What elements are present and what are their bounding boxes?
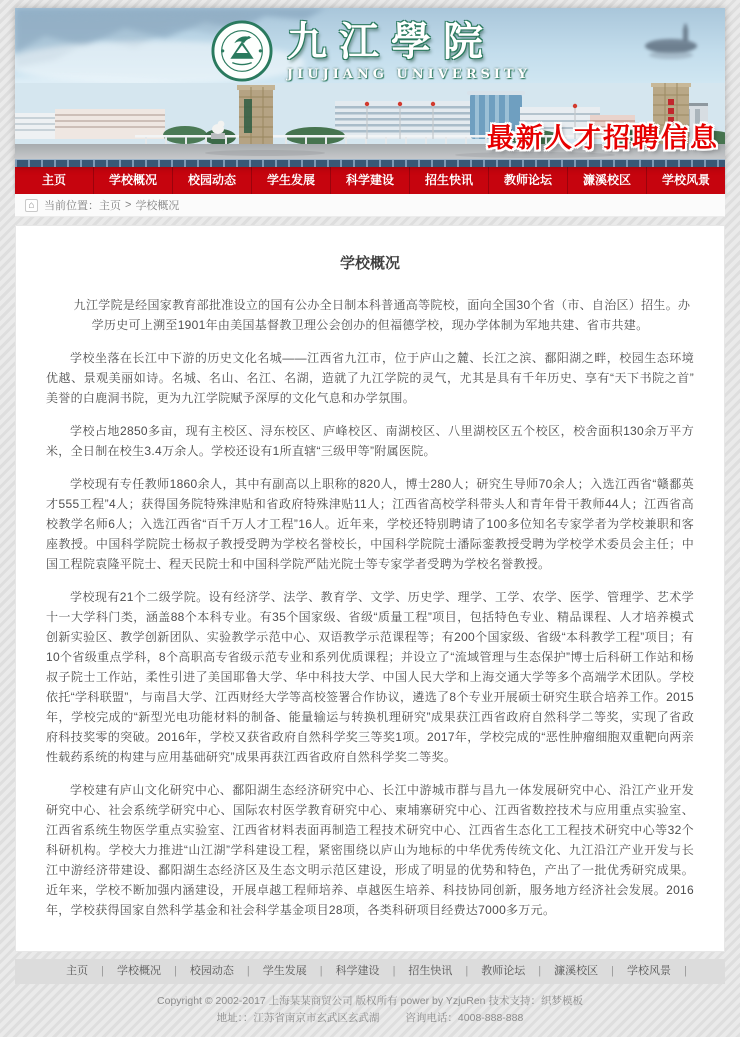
footer-separator: | [173,965,177,977]
breadcrumb-current: 学校概况 [135,200,180,212]
svg-text:●: ● [258,48,263,54]
article-paragraph: 学校现有21个二级学院。设有经济学、法学、教育学、文学、历史学、理学、工学、农学、医学、管理学、艺术学十一大学科门类，涵盖88个本科专业。有35个国家级、省级“质量工程”项目，包括特色专业、精品课程、人才培养模式创新实验区、教学创新团队、实验教学示范中心、双语教学示范课程等；有200个国家级、省级“本科教学工程”项目；有10个省级重点学科，8个高职高专省级示范专业和系列优质课程；并设立了“流域管理与生态保护”博士后科研工作站和杨叔子院士工作站，柔性引进了美国耶鲁大学、华中科技大学、中国人民大学和上海交通大学等多个高端学术团队。学校依托“学科联盟”，与南昌大学、江西财经大学等高校签署合作协议，遴选了8个专业开展硕士研究生联合培养工作。2015年，学校完成的“新型光电功能材料的制备、能量输运与转换机理研究”成果获江西省政府自然科学二等奖，实现了省政府科技奖零的突破。2016年，学校又获省政府自然科学奖三等奖1项。2017年，学校完成的“恶性肿瘤细胞双重靶向两亲性载药系统的构建与应用基础研究”成果再获江西省政府自然科学奖二等奖。 [46,590,694,764]
footer-link-home[interactable]: 主页 [66,965,89,977]
logo-english-name: JIUJIANG UNIVERSITY [287,67,531,82]
nav-item-home[interactable]: 主页 [41,173,66,187]
footer-separator: | [684,965,687,977]
footer-link-campus-news[interactable]: 校园动态 [189,965,234,977]
breadcrumb-separator: > [125,199,132,211]
header-banner [15,8,725,167]
article-paragraph: 学校坐落在长江中下游的历史文化名城——江西省九江市，位于庐山之麓、长江之滨、鄱阳湖之畔，校园生态环境优越、景观美丽如诗。名城、名山、名江、名湖，造就了九江学院的灵气，尤其是具有千年历史、享有“天下书院之首”美誉的白鹿洞书院，更为九江学院赋予深厚的文化气息和办学氛围。 [46,351,694,405]
footer-link-science-construction[interactable]: 科学建设 [335,965,380,977]
breadcrumb-prefix: 当前位置： [44,200,99,212]
article-paragraph: 学校建有庐山文化研究中心、鄱阳湖生态经济研究中心、长江中游城市群与昌九一体发展研究中心、沿江产业开发研究中心、社会系统学研究中心、国际农村医学教育研究中心、柬埔寨研究中心、江西省数控技术与应用重点实验室、江西省系统生物医学重点实验室、江西省材料表面再制造工程技术研究中心、江西省生态化工工程技术研究中心等32个科研机构。学校大力推进“山江湖”学科建设工程，紧密围绕以庐山为地标的中华优秀传统文化、九江沿江产业开发与长江中游经济带建设、鄱阳湖生态经济区及生态文明示范区建设，形成了明显的优势和特色，产出了一批优秀研究成果。近年来，学校不断加强内涵建设，开展卓越工程师培养、卓越医生培养、科技协同创新，服务地方经济社会发展。2016年，学校获得国家自然科学基金和社会科学基金项目28项，各类科研项目经费达7000多万元。 [46,783,694,917]
nav-item-campus-scenery[interactable]: 学校风景 [646,167,725,194]
blue-fence-decoration [15,159,725,167]
footer-separator: | [246,965,250,977]
nav-item-lianxi-campus[interactable]: 濂溪校区 [567,167,646,194]
stone-gate-left [237,85,275,145]
breadcrumb-home-link[interactable]: 主页 [99,200,121,212]
nav-item-admissions-news[interactable]: 招生快讯 [409,167,488,194]
footer-link-admissions-news[interactable]: 招生快讯 [408,965,453,977]
copyright-line: Copyright © 2002-2017 上海某某商贸公司 版权所有 power by YzjuRen 技术支持：织梦模板 [157,995,583,1007]
footer-separator: | [392,965,396,977]
article-paragraph: 九江学院是经国家教育部批准设立的国有公办全日制本科普通高等院校，面向全国30个省（市、自治区）招生。办学历史可上溯至1901年由美国基督教卫理公会创办的但福德学校，现办学体制为军地共建、省市共建。 [73,298,691,332]
footer-link-lianxi-campus[interactable]: 濂溪校区 [554,965,599,977]
nav-item-student-development[interactable]: 学生发展 [251,167,330,194]
home-icon: ⌂ [25,199,38,212]
footer-nav [15,959,725,984]
footer-separator: | [319,965,323,977]
nav-item-teachers-forum[interactable]: 教师论坛 [488,167,567,194]
nav-item-campus-news[interactable]: 校园动态 [172,167,251,194]
page-title: 学校概况 [339,255,400,272]
footer-link-student-development[interactable]: 学生发展 [262,965,307,977]
university-seal-icon [211,20,273,82]
footer-separator: | [611,965,614,977]
page-wrapper [15,8,725,1037]
recruitment-banner-link[interactable]: 最新人才招聘信息 [487,123,719,153]
nav-item-school-overview[interactable]: 学校概况 [93,167,172,194]
site-logo[interactable] [211,20,531,82]
footer-separator: | [538,965,542,977]
footer-separator: | [101,965,104,977]
footer-separator: | [465,965,469,977]
article-paragraph: 学校现有专任教师1860余人，其中有副高以上职称的820人，博士280人；研究生导师70余人；入选江西省“赣鄱英才555工程”4人；获得国务院特殊津贴和省政府特殊津贴11人；江西省高校学科带头人和青年骨干教师44人；江西省高校教学名师6人；入选江西省“百千万人才工程”16人。近年来，学校还特别聘请了100多位知名专家学者为学校兼职和客座教授。中国科学院院士杨叔子教授受聘为学校名誉校长，中国科学院院士潘际銮教授受聘为学校学术委员会主任；中国工程院袁隆平院士、程天民院士和中国科学院严陆光院士等专家学者受聘为学校名誉教授。 [46,477,694,571]
footer-link-campus-scenery[interactable]: 学校风景 [627,965,671,977]
svg-text:●: ● [220,48,225,54]
footer-phone: 咨询电话：4008-888-888 [405,1012,524,1024]
copyright-block [15,984,725,1037]
article-paragraph: 学校占地2850多亩，现有主校区、浔东校区、庐峰校区、南湖校区、八里湖校区五个校区，校舍面积130余万平方米，全日制在校生3.4万余人。学校还设有1所直辖“三级甲等”附属医院。 [46,424,694,458]
nav-item-science-construction[interactable]: 科学建设 [330,167,409,194]
breadcrumb [15,194,725,217]
footer-link-school-overview[interactable]: 学校概况 [116,965,161,977]
article-panel [15,225,725,952]
logo-chinese-name: 九江學院 [287,18,495,65]
footer-address: 地址：：江苏省南京市玄武区玄武湖 [216,1012,380,1024]
footer-link-teachers-forum[interactable]: 教师论坛 [481,965,526,977]
main-nav [15,167,725,194]
